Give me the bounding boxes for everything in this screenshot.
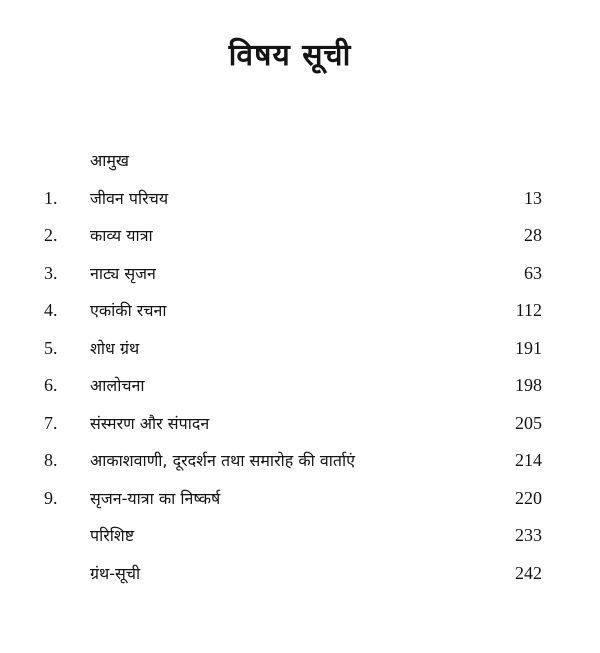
toc-item-number: 3.	[44, 262, 58, 283]
toc-item-page: 205	[515, 412, 542, 433]
toc-row	[0, 292, 600, 330]
toc-item-number: 1.	[44, 187, 58, 208]
toc-row	[0, 442, 600, 480]
toc-row	[0, 255, 600, 293]
toc-item-page: 112	[515, 300, 542, 320]
toc-item-title: जीवन परिचय	[90, 188, 169, 208]
table-of-contents	[0, 142, 600, 592]
toc-row	[0, 367, 600, 405]
toc-item-title: आमुख	[90, 151, 130, 170]
toc-item-title: एकांकी रचना	[90, 301, 167, 320]
toc-item-title: आलोचना	[90, 376, 145, 395]
toc-item-title: ग्रंथ-सूची	[90, 563, 141, 583]
toc-row	[0, 517, 600, 555]
toc-item-page: 198	[515, 375, 542, 395]
toc-item-page: 13	[524, 187, 542, 208]
toc-item-page: 214	[515, 450, 542, 470]
toc-item-number: 8.	[44, 450, 58, 470]
toc-item-number: 5.	[44, 337, 58, 358]
toc-item-number: 2.	[44, 225, 58, 245]
toc-item-title: शोध ग्रंथ	[90, 338, 140, 358]
page-title: विषय सूची	[228, 38, 352, 73]
toc-row	[0, 405, 600, 443]
toc-item-page: 191	[515, 337, 542, 358]
toc-row	[0, 142, 600, 180]
toc-item-title: संस्मरण और संपादन	[90, 413, 210, 433]
toc-item-number: 9.	[44, 487, 58, 508]
toc-item-page: 28	[524, 225, 542, 245]
toc-item-page: 63	[524, 262, 542, 283]
toc-item-number: 4.	[44, 300, 58, 320]
toc-item-title: परिशिष्ट	[90, 526, 135, 545]
toc-row	[0, 217, 600, 255]
toc-row	[0, 330, 600, 368]
toc-item-title: काव्य यात्रा	[90, 226, 153, 245]
toc-row	[0, 180, 600, 218]
toc-item-page: 220	[515, 487, 542, 508]
toc-item-title: आकाशवाणी, दूरदर्शन तथा समारोह की वार्ताएं	[90, 451, 356, 470]
toc-item-number: 7.	[44, 412, 58, 433]
toc-item-page: 242	[515, 562, 542, 583]
toc-item-title: सृजन-यात्रा का निष्कर्ष	[90, 488, 221, 508]
toc-item-title: नाट्य सृजन	[90, 263, 156, 283]
toc-row	[0, 480, 600, 518]
toc-item-number: 6.	[44, 375, 58, 395]
toc-item-page: 233	[515, 525, 542, 545]
toc-row	[0, 555, 600, 593]
